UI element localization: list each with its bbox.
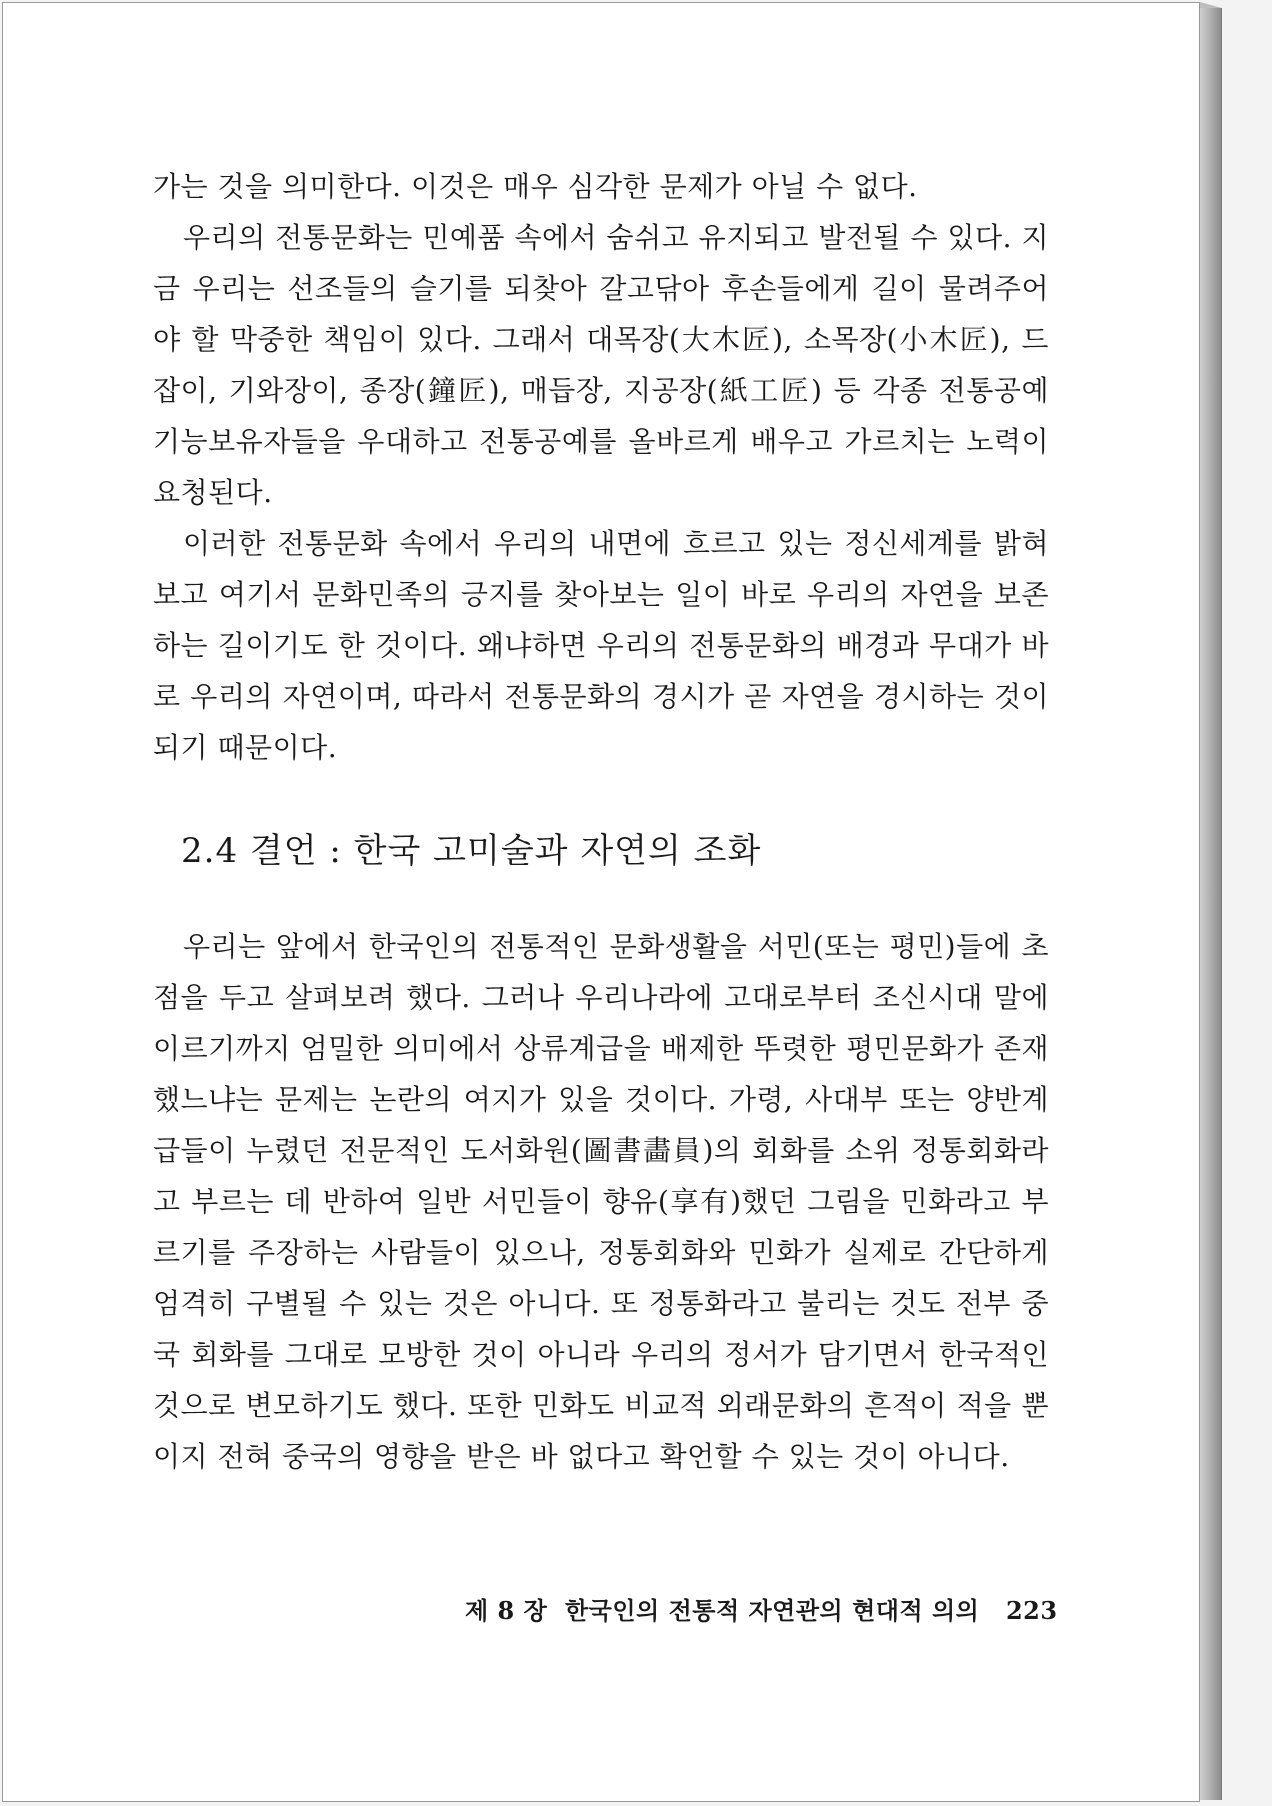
book-page [2, 2, 1200, 1802]
body-text-bottom [153, 921, 1049, 1482]
footer-chapter: 제 8 장 [465, 1596, 548, 1625]
paragraph-continuation: 가는 것을 의미한다. 이것은 매우 심각한 문제가 아닐 수 없다. [153, 170, 918, 203]
running-footer [465, 1591, 1058, 1626]
paragraph-conclusion: 우리는 앞에서 한국인의 전통적인 문화생활을 서민(또는 평민)들에 초점을 두고 살펴보려 했다. 그러나 우리나라에 고대로부터 조신시대 말에 이르기까지 엄밀한 의미에서 상류계급을 배제한 뚜렷한 평민문화가 존재했느냐는 문제는 논란의 여지가 있을 것이다. 가령, 사대부 또는 양반계급들이 누렸던 전문적인 도서화원(圖書畵員)의 회화를 소위 정통회화라고 부르는 데 반하여 일반 서민들이 향유(享有)했던 그림을 민화라고 부르기를 주장하는 사람들이 있으나, 정통회화와 민화가 실제로 간단하게 엄격히 구별될 수 있는 것은 아니다. 또 정통화라고 불리는 것도 전부 중국 회화를 그대로 모방한 것이 아니라 우리의 정서가 담기면서 한국적인 것으로 변모하기도 했다. 또한 민화도 비교적 외래문화의 흔적이 적을 뿐이지 전혀 중국의 영향을 받은 바 없다고 확언할 수 있는 것이 아니다. [153, 930, 1049, 1473]
page-number: 223 [1005, 1596, 1058, 1625]
section-heading: 2.4 결언 : 한국 고미술과 자연의 조화 [181, 831, 762, 871]
paragraph-traditional-culture: 우리의 전통문화는 민예품 속에서 숨쉬고 유지되고 발전될 수 있다. 지금 우리는 선조들의 슬기를 되찾아 갈고닦아 후손들에게 길이 물려주어야 할 막중한 책임이 있다. 그래서 대목장(大木匠), 소목장(小木匠), 드잡이, 기와장이, 종장(鐘匠), 매듭장, 지공장(紙工匠) 등 각종 전통공예 기능보유자들을 우대하고 전통공예를 올바르게 배우고 가르치는 노력이 요청된다. [153, 221, 1049, 509]
page-edge-shadow [1200, 8, 1222, 1800]
footer-title: 한국인의 전통적 자연관의 현대적 의의 [565, 1596, 980, 1625]
paragraph-spiritual-world: 이러한 전통문화 속에서 우리의 내면에 흐르고 있는 정신세계를 밝혀보고 여기서 문화민족의 긍지를 찾아보는 일이 바로 우리의 자연을 보존하는 길이기도 한 것이다. 왜냐하면 우리의 전통문화의 배경과 무대가 바로 우리의 자연이며, 따라서 전통문화의 경시가 곧 자연을 경시하는 것이 되기 때문이다. [153, 527, 1049, 764]
body-text-top [153, 161, 1049, 773]
